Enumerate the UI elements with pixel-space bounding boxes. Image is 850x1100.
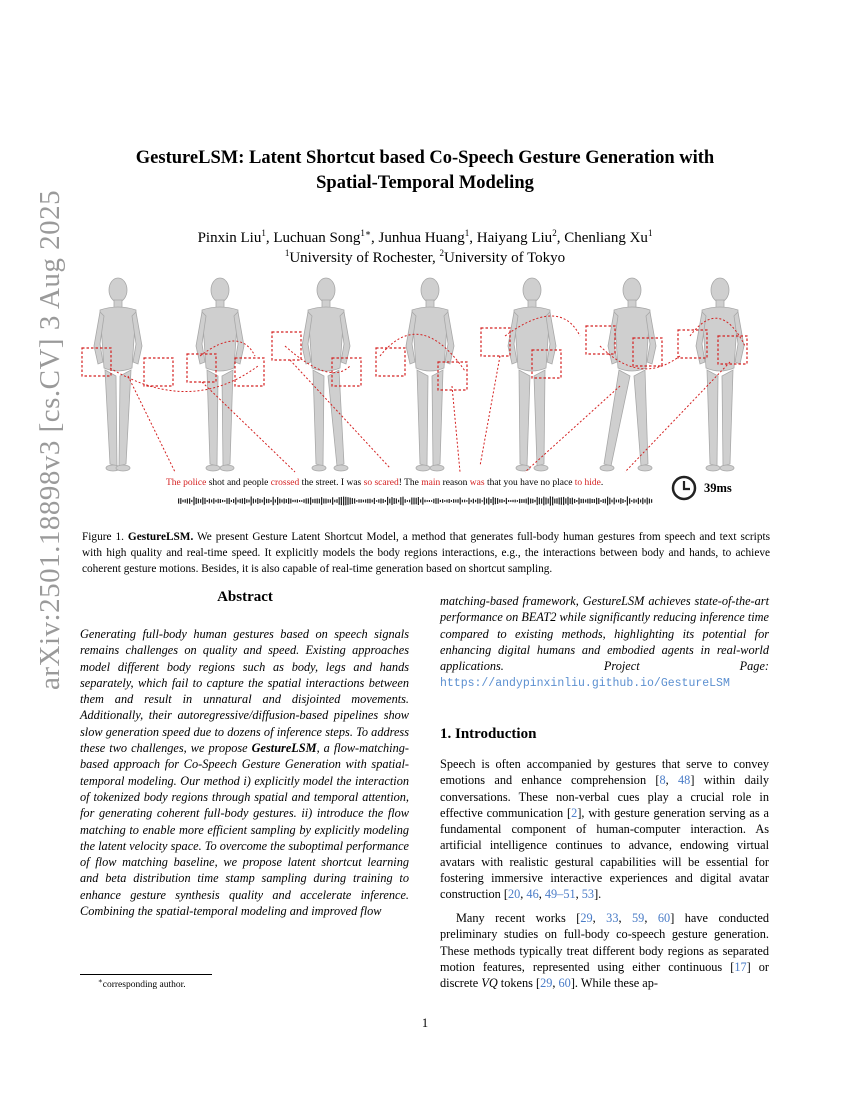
waveform-bar bbox=[424, 500, 425, 503]
waveform-bar bbox=[534, 500, 535, 502]
waveform-bar bbox=[259, 499, 260, 503]
waveform-bar bbox=[422, 497, 423, 504]
waveform-bar bbox=[369, 499, 370, 503]
teaser-figure bbox=[80, 276, 770, 516]
waveform-bar bbox=[530, 499, 531, 504]
affiliation: $^2$University of Tokyo bbox=[439, 248, 566, 266]
citation-link[interactable]: 60 bbox=[657, 911, 671, 925]
waveform-bar bbox=[292, 500, 293, 502]
waveform-bar bbox=[501, 499, 502, 503]
transcript-word: the street. I was bbox=[299, 478, 364, 488]
waveform-bar bbox=[367, 499, 368, 503]
waveform-bar bbox=[609, 498, 610, 504]
waveform-bar bbox=[523, 499, 524, 503]
waveform-bar bbox=[457, 499, 458, 502]
waveform-bar bbox=[180, 498, 181, 504]
waveform-bar bbox=[616, 500, 617, 503]
waveform-bar bbox=[497, 498, 498, 504]
waveform-bar bbox=[398, 500, 399, 502]
caption-label: Figure 1. bbox=[82, 531, 124, 543]
waveform-bar bbox=[550, 496, 551, 505]
waveform-bar bbox=[281, 499, 282, 502]
waveform-bar bbox=[631, 500, 632, 502]
transcript-word: that you have no place bbox=[484, 478, 575, 488]
citation-link[interactable]: 17 bbox=[734, 959, 747, 974]
waveform-bar bbox=[299, 500, 300, 502]
waveform-bar bbox=[567, 497, 568, 505]
waveform-bar bbox=[240, 499, 241, 503]
waveform-bar bbox=[187, 498, 188, 503]
waveform-bar bbox=[380, 499, 381, 504]
waveform-bar bbox=[277, 497, 278, 505]
author-list: Pinxin Liu$^1$, Luchuan Song$^{1∗}$, Junhua Huang$^1$, Haiyang Liu$^2$, Chenliang Xu$^1$ bbox=[197, 228, 653, 246]
waveform-bar bbox=[387, 497, 388, 505]
title-line-2: Spatial-Temporal Modeling bbox=[316, 173, 534, 193]
waveform-bar bbox=[633, 499, 634, 503]
waveform-bar bbox=[605, 499, 606, 504]
citation-link[interactable]: 48 bbox=[678, 773, 691, 788]
waveform-bar bbox=[510, 500, 511, 502]
waveform-bar bbox=[576, 500, 577, 502]
human-figure bbox=[406, 278, 454, 471]
region-box bbox=[481, 328, 510, 356]
waveform-bar bbox=[325, 499, 326, 504]
region-box bbox=[144, 358, 173, 386]
author-name: Junhua Huang$^1$ bbox=[378, 228, 470, 246]
waveform-bar bbox=[578, 498, 579, 505]
waveform-bar bbox=[306, 498, 307, 503]
page-number: 1 bbox=[421, 1016, 429, 1030]
waveform-bar bbox=[383, 499, 384, 503]
waveform-bar bbox=[407, 500, 408, 502]
citation-link[interactable]: 53 bbox=[581, 887, 595, 902]
waveform-bar bbox=[592, 499, 593, 503]
waveform-bar bbox=[376, 500, 377, 502]
waveform-bar bbox=[515, 500, 516, 503]
waveform-bar bbox=[620, 498, 621, 504]
waveform-bar bbox=[253, 499, 254, 504]
waveform-bar bbox=[394, 498, 395, 504]
human-figure bbox=[696, 278, 744, 471]
waveform-bar bbox=[528, 497, 529, 504]
waveform-bar bbox=[446, 500, 447, 503]
waveform-bar bbox=[471, 500, 472, 502]
waveform-bar bbox=[638, 498, 639, 504]
waveform-bar bbox=[451, 500, 452, 502]
waveform-bar bbox=[312, 499, 313, 503]
waveform-bar bbox=[209, 499, 210, 504]
waveform-bar bbox=[614, 498, 615, 505]
waveform-bar bbox=[477, 498, 478, 503]
waveform-bar bbox=[248, 500, 249, 503]
waveform-bar bbox=[361, 499, 362, 502]
waveform-bar bbox=[323, 499, 324, 504]
waveform-bar bbox=[596, 498, 597, 505]
clock-icon bbox=[673, 477, 695, 499]
human-figure bbox=[196, 278, 244, 471]
waveform-bar bbox=[226, 498, 227, 504]
waveform-bar bbox=[521, 499, 522, 503]
waveform-bar bbox=[308, 498, 309, 503]
waveform-bar bbox=[587, 499, 588, 504]
affiliation-list: $^1$University of Rochester, $^2$University of Tokyo bbox=[284, 248, 566, 266]
human-figures bbox=[94, 278, 744, 471]
waveform-bar bbox=[244, 498, 245, 504]
waveform-bar bbox=[442, 499, 443, 503]
waveform-bar bbox=[603, 499, 604, 503]
waveform-bar bbox=[435, 498, 436, 504]
waveform-bar bbox=[218, 499, 219, 503]
waveform-bar bbox=[196, 498, 197, 504]
waveform-bar bbox=[583, 499, 584, 503]
waveform-bar bbox=[627, 496, 628, 505]
waveform-bar bbox=[354, 498, 355, 503]
caption-text: We present Gesture Latent Shortcut Model, a method that generates full-body human gestures from speech and text scripts with high quality and real-time speed. It explicitly models the body regions interactions, e.g., the interactions between body and hands, to achieve coherent gesture motions. Besides, it is also capable of real-time generation based on shortcut sampling. bbox=[82, 531, 771, 575]
waveform-bar bbox=[215, 500, 216, 502]
arrow bbox=[452, 386, 460, 472]
waveform-bar bbox=[229, 498, 230, 504]
paper-title bbox=[60, 146, 790, 196]
waveform-bar bbox=[642, 498, 643, 504]
waveform-bar bbox=[440, 500, 441, 502]
waveform-bar bbox=[185, 499, 186, 502]
waveform-bar bbox=[444, 500, 445, 502]
waveform-bar bbox=[396, 498, 397, 503]
figure-caption bbox=[82, 529, 770, 577]
waveform-bar bbox=[207, 500, 208, 502]
waveform-bar bbox=[625, 500, 626, 502]
abstract-method-name: GestureLSM bbox=[251, 741, 317, 756]
waveform-bar bbox=[246, 499, 247, 503]
waveform-bar bbox=[589, 498, 590, 503]
citation-link[interactable]: 59 bbox=[632, 911, 645, 925]
waveform-bar bbox=[411, 497, 412, 504]
waveform-bar bbox=[341, 497, 342, 505]
waveform-bar bbox=[330, 499, 331, 502]
waveform-bar bbox=[405, 499, 406, 503]
waveform-bar bbox=[512, 500, 513, 502]
citation-link[interactable]: 49–51 bbox=[544, 887, 576, 902]
waveform-bar bbox=[402, 497, 403, 506]
abstract-continued bbox=[440, 593, 769, 693]
waveform-bar bbox=[449, 499, 450, 503]
waveform-bar bbox=[640, 499, 641, 502]
transcript-word: crossed bbox=[270, 478, 300, 488]
footnote-rule bbox=[80, 974, 212, 975]
waveform-bar bbox=[286, 499, 287, 503]
waveform-bar bbox=[200, 499, 201, 503]
human-figure bbox=[302, 278, 350, 471]
waveform-bar bbox=[266, 499, 267, 503]
waveform-bar bbox=[237, 500, 238, 503]
waveform-bar bbox=[389, 499, 390, 504]
waveform-bar bbox=[321, 497, 322, 505]
citation-link[interactable]: 8 bbox=[659, 773, 666, 788]
waveform-bar bbox=[198, 499, 199, 504]
speech-transcript bbox=[166, 478, 603, 488]
waveform-bar bbox=[563, 497, 564, 505]
human-figure bbox=[600, 278, 656, 471]
waveform-bar bbox=[290, 499, 291, 504]
waveform-bar bbox=[486, 499, 487, 504]
waveform-bar bbox=[565, 498, 566, 503]
waveform-bar bbox=[517, 500, 518, 502]
waveform-bar bbox=[202, 497, 203, 504]
waveform-bar bbox=[385, 500, 386, 502]
human-figure bbox=[508, 278, 556, 471]
waveform-bar bbox=[649, 499, 650, 504]
waveform-bar bbox=[636, 500, 637, 503]
waveform-bar bbox=[607, 497, 608, 506]
waveform-bar bbox=[251, 496, 252, 505]
waveform-bar bbox=[473, 499, 474, 504]
citation-link[interactable]: 29 bbox=[540, 976, 553, 991]
waveform-bar bbox=[231, 500, 232, 502]
waveform-bar bbox=[479, 499, 480, 504]
arxiv-sidebar bbox=[14, 189, 66, 690]
waveform-bar bbox=[378, 499, 379, 502]
waveform-bar bbox=[495, 498, 496, 504]
transcript-word: main bbox=[421, 478, 441, 488]
waveform-bar bbox=[418, 497, 419, 505]
waveform-bar bbox=[561, 497, 562, 504]
transcript-word: ! The bbox=[398, 478, 422, 488]
waveform-bar bbox=[548, 498, 549, 503]
title-line-1: GestureLSM: Latent Shortcut based Co-Speech Gesture Generation with bbox=[135, 148, 715, 168]
waveform-bar bbox=[301, 500, 302, 502]
waveform-bar bbox=[275, 499, 276, 502]
waveform-bar bbox=[391, 497, 392, 505]
waveform-bar bbox=[220, 499, 221, 503]
waveform-bar bbox=[552, 497, 553, 506]
waveform-bar bbox=[482, 500, 483, 502]
waveform-bar bbox=[490, 499, 491, 503]
waveform-bar bbox=[350, 498, 351, 505]
waveform-bar bbox=[475, 500, 476, 502]
waveform-bar bbox=[314, 499, 315, 503]
waveform-bar bbox=[372, 500, 373, 503]
transcript-word: so scared bbox=[363, 478, 399, 488]
waveform-bar bbox=[356, 500, 357, 502]
transcript-word: . bbox=[600, 478, 604, 488]
citation-link[interactable]: 46 bbox=[526, 887, 539, 902]
arrow bbox=[128, 376, 175, 472]
waveform-bar bbox=[358, 499, 359, 502]
arxiv-identifier: arXiv:2501.18898v3 [cs.CV] 3 Aug 2025 bbox=[34, 189, 66, 690]
waveform-bar bbox=[431, 500, 432, 502]
waveform-bar bbox=[464, 500, 465, 503]
waveform-bar bbox=[193, 497, 194, 505]
waveform-bar bbox=[222, 500, 223, 502]
waveform-bar bbox=[537, 497, 538, 505]
citation-link[interactable]: 20 bbox=[507, 887, 521, 902]
waveform-bar bbox=[468, 498, 469, 504]
waveform-bar bbox=[347, 497, 348, 505]
citation-link[interactable]: 33 bbox=[606, 911, 619, 925]
waveform-bar bbox=[541, 498, 542, 503]
waveform-bar bbox=[499, 499, 500, 502]
abstract-heading: Abstract bbox=[217, 589, 273, 605]
waveform-bar bbox=[332, 497, 333, 504]
waveform-bar bbox=[413, 498, 414, 505]
waveform-bar bbox=[284, 498, 285, 503]
abstract-text-right: matching-based framework, GestureLSM achieves state-of-the-art performance on BEAT2 while significantly reducing inference time compared to existing methods, highlighting its potential for enhancing digital humans and embodied agents in real-world applications. Project Page: bbox=[440, 594, 769, 674]
citation-link[interactable]: 2 bbox=[571, 805, 578, 820]
waveform-bar bbox=[622, 499, 623, 503]
waveform-bar bbox=[334, 500, 335, 503]
waveform-bar bbox=[644, 499, 645, 502]
intro-paragraph-1: Speech is often accompanied by gestures that serve to convey emotions and enhance comprehension [8, 48] within daily conversations. These non-verbal cues play a crucial role in effective communication [2], with gesture generation serving as a fundamental component of human-computer interaction. As artificial intelligence continues to advance, endowing virtual avatars with realistic gestural capabilities will be essential for fostering immersive interactive experiences and digital avatar construction [20, 46, 49–51, 53]. bbox=[440, 757, 770, 902]
author-name: Chenliang Xu$^1$ bbox=[564, 228, 653, 246]
section-heading-introduction: 1. Introduction bbox=[440, 726, 537, 742]
waveform-bar bbox=[270, 500, 271, 502]
waveform-bar bbox=[545, 498, 546, 505]
waveform-bar bbox=[570, 498, 571, 504]
waveform-bar bbox=[279, 499, 280, 504]
waveform-bar bbox=[519, 499, 520, 503]
waveform-bar bbox=[319, 499, 320, 504]
waveform-bar bbox=[651, 499, 652, 503]
waveform-bar bbox=[629, 498, 630, 504]
author-name: Luchuan Song$^{1∗}$ bbox=[273, 228, 372, 246]
arrow bbox=[480, 356, 500, 466]
waveform-bar bbox=[574, 499, 575, 503]
audio-waveform bbox=[178, 496, 652, 505]
waveform-bar bbox=[345, 497, 346, 505]
waveform-bar bbox=[204, 498, 205, 504]
waveform-bar bbox=[484, 497, 485, 504]
waveform-bar bbox=[257, 498, 258, 504]
footnote-text: corresponding author. bbox=[102, 980, 186, 991]
waveform-bar bbox=[242, 498, 243, 503]
waveform-bar bbox=[539, 498, 540, 505]
waveform-bar bbox=[268, 499, 269, 503]
abstract-body bbox=[80, 626, 409, 919]
region-box bbox=[376, 348, 405, 376]
transcript-word: was bbox=[469, 478, 485, 488]
waveform-bar bbox=[427, 500, 428, 502]
human-figure bbox=[94, 278, 142, 471]
abstract-text-cont: , a flow-matching-based approach for Co-Speech Gesture Generation with spatial-temporal modeling. Our method i) explicitly model the interaction of tokenized body regions through spatial and temporal attention, for generating coherent full-body gestures. ii) introduce the flow matching to enable more efficient sampling by explicitly modeling the latent velocity space. To overcome the suboptimal performance of flow matching baseline, we propose latent shortcut learning and beta distribution time stamp sampling during training to enhance gesture synthesis quality and accelerate inference. Combining the spatial-temporal modeling and improved flow bbox=[80, 741, 409, 919]
waveform-bar bbox=[182, 500, 183, 502]
citation-link[interactable]: 60 bbox=[558, 976, 571, 991]
transcript-word: reason bbox=[440, 478, 470, 488]
waveform-bar bbox=[189, 498, 190, 504]
waveform-bar bbox=[409, 500, 410, 503]
waveform-bar bbox=[433, 499, 434, 503]
waveform-bar bbox=[317, 499, 318, 504]
waveform-bar bbox=[429, 500, 430, 502]
waveform-bar bbox=[288, 498, 289, 504]
intro-paragraph-2: Many recent works [29, 33, 59, 60] have conducted preliminary studies on full-body co-speech gesture generation. These methods typically treat different body regions as separated motion features, represented using either continuous [17] or discrete VQ tokens [29, 60]. While these ap- bbox=[440, 911, 769, 991]
waveform-bar bbox=[343, 497, 344, 506]
waveform-bar bbox=[493, 497, 494, 505]
waveform-bar bbox=[328, 499, 329, 503]
waveform-bar bbox=[554, 499, 555, 504]
transcript-word: shot and people bbox=[206, 478, 271, 488]
waveform-bar bbox=[504, 500, 505, 502]
waveform-bar bbox=[273, 497, 274, 505]
waveform-bar bbox=[455, 500, 456, 503]
waveform-bar bbox=[233, 499, 234, 503]
waveform-bar bbox=[453, 499, 454, 503]
waveform-bar bbox=[438, 498, 439, 503]
transcript-word: The police bbox=[166, 478, 207, 488]
citation-link[interactable]: 29 bbox=[580, 911, 593, 925]
waveform-bar bbox=[488, 497, 489, 504]
waveform-bar bbox=[303, 499, 304, 503]
waveform-bar bbox=[543, 497, 544, 506]
timer-label: 39ms bbox=[704, 481, 732, 495]
waveform-bar bbox=[600, 500, 601, 502]
waveform-bar bbox=[264, 497, 265, 505]
waveform-bar bbox=[310, 497, 311, 504]
author-name: Pinxin Liu$^1$ bbox=[197, 228, 266, 246]
waveform-bar bbox=[297, 499, 298, 502]
project-page-link[interactable]: https://andypinxinliu.github.io/GestureLSM bbox=[440, 677, 730, 691]
waveform-bar bbox=[462, 500, 463, 502]
waveform-bar bbox=[213, 498, 214, 503]
waveform-bar bbox=[559, 498, 560, 505]
author-name: Haiyang Liu$^2$ bbox=[476, 228, 557, 246]
region-box bbox=[272, 332, 301, 360]
waveform-bar bbox=[416, 498, 417, 505]
waveform-bar bbox=[178, 498, 179, 503]
waveform-bar bbox=[400, 497, 401, 505]
waveform-bar bbox=[352, 498, 353, 504]
waveform-bar bbox=[365, 499, 366, 502]
waveform-bar bbox=[295, 500, 296, 502]
waveform-bar bbox=[598, 498, 599, 504]
abstract-text: Generating full-body human gestures based on speech signals remains challenges on quality and speed. Existing approaches model different body regions such as body, legs and hands separately, which fail to capture the spatial interactions between them and result in unnatural and disjointed movements. Additionally, their autoregressive/diffusion-based pipelines show slow generation speed due to dozens of inference steps. To address these two challenges, we propose bbox=[80, 627, 409, 756]
waveform-bar bbox=[594, 499, 595, 503]
waveform-bar bbox=[611, 500, 612, 503]
waveform-bar bbox=[506, 498, 507, 504]
footnote bbox=[98, 977, 186, 990]
waveform-bar bbox=[336, 499, 337, 503]
waveform-bar bbox=[211, 500, 212, 503]
waveform-bar bbox=[374, 498, 375, 504]
footnote-mark: ∗ bbox=[98, 977, 103, 985]
waveform-bar bbox=[581, 499, 582, 503]
waveform-bar bbox=[532, 499, 533, 503]
waveform-bar bbox=[572, 498, 573, 505]
caption-bold: GestureLSM. bbox=[127, 531, 194, 543]
waveform-bar bbox=[191, 500, 192, 502]
waveform-bar bbox=[585, 499, 586, 502]
waveform-bar bbox=[235, 497, 236, 504]
affiliation: $^1$University of Rochester bbox=[284, 248, 433, 266]
waveform-bar bbox=[460, 498, 461, 505]
waveform-bar bbox=[618, 499, 619, 502]
transcript-word: to hide bbox=[574, 478, 601, 488]
waveform-bar bbox=[526, 499, 527, 504]
waveform-bar bbox=[508, 500, 509, 502]
waveform-bar bbox=[339, 497, 340, 505]
waveform-bar bbox=[466, 500, 467, 502]
waveform-bar bbox=[556, 498, 557, 503]
waveform-bar bbox=[262, 500, 263, 503]
waveform-bar bbox=[224, 500, 225, 502]
waveform-bar bbox=[363, 500, 364, 503]
waveform-bar bbox=[420, 499, 421, 502]
waveform-bar bbox=[255, 499, 256, 502]
waveform-bar bbox=[647, 498, 648, 505]
arrow bbox=[110, 366, 258, 392]
